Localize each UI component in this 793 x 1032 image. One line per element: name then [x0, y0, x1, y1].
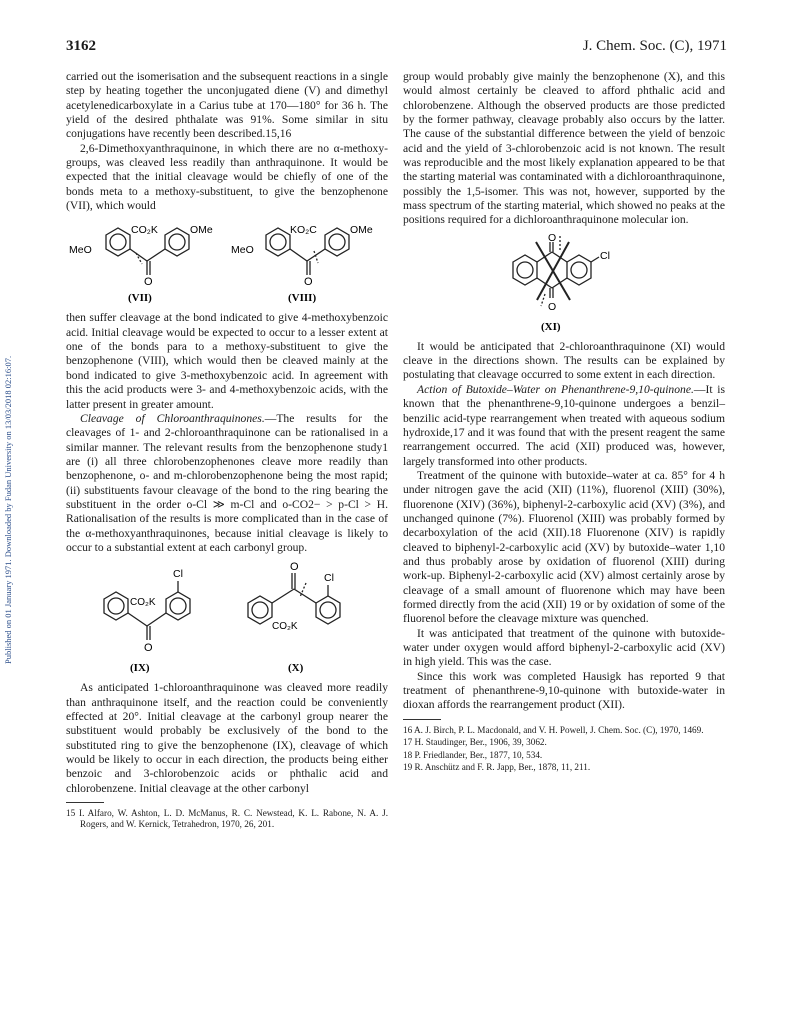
- svg-text:O: O: [144, 642, 153, 655]
- footnote-rule: [66, 802, 104, 803]
- label-viii: (VIII): [288, 292, 317, 305]
- paragraph: carried out the isomerisation and the subsequent reactions in a single step by heating together the unconjugated diene (V) and dimethyl acetylenedicarboxylate in a Carius tube at 170—180° for 36 h. The yield of the desired phthalate was 91%. Some similar in situ conjugations have recently been described.15,16: [66, 70, 388, 141]
- svg-text:CO₂K: CO₂K: [130, 597, 156, 609]
- svg-text:KO₂C: KO₂C: [290, 224, 317, 237]
- label-ix: (IX): [130, 662, 150, 675]
- label-vii: (VII): [128, 292, 152, 305]
- svg-text:O: O: [548, 231, 557, 244]
- reference: 16 A. J. Birch, P. L. Macdonald, and V. H. Powell, J. Chem. Soc. (C), 1970, 1469.: [403, 724, 704, 735]
- footnote-rule: [403, 719, 441, 720]
- references-left: [66, 808, 388, 831]
- structure-xi: [403, 232, 725, 336]
- paragraph: 2,6-Dimethoxyanthraquinone, in which there are no α-methoxy-groups, was cleaved less readily than anthraquinone. It would be expected that the initial cleavage would be chiefly of one of the bonds meta to a methoxy-substituent, to give the benzophenone (VII), which would: [66, 141, 388, 213]
- svg-text:MeO: MeO: [231, 244, 254, 257]
- paragraph: Action of Butoxide–Water on Phenanthrene-9,10-quinone.—It is known that the phenanthrene-9,10-quinone undergoes a benzil–benzilic acid-type rearrangement when treated with aqueous sodium hydroxide,17 and it was found that with the present reagent the same rearrangement occurred. The acid (XII) produced was, however, largely transformed into other products.: [403, 382, 725, 468]
- paragraph: Cleavage of Chloroanthraquinones.—The results for the cleavages of 1- and 2-chloroanthraquinone can be rationalised in a similar manner. The relevant results from the benzophenone study1 are (i) all three chlorobenzophenones cleave more readily than benzophenone, o- and m-chlorobenzophenone being the most rapid; (ii) substituents favour cleavage of the bond to the ring bearing the substituent in the order o-Cl ≫ m-Cl and o-CO2− > p-Cl > H. Rationalisation of the results is more complicated than in the case of the α-methoxyanthraquinones, because initial cleavage is likely to occur to a substantial extent at each carbonyl group.: [66, 411, 388, 554]
- paragraph: It was anticipated that treatment of the quinone with butoxide-water under oxygen would afford biphenyl-2-carboxylic acid (XV) in high yield. This was the case.: [403, 626, 725, 669]
- paragraph: group would probably give mainly the benzophenone (X), and this would almost certainly be cleaved to afford phthalic acid and chlorobenzene. Although the observed products are those predicted by the former pathway, cleavage probably also occurs by the latter. The cause of the substantial difference between the yield of benzoic acid and the yield of 3-chlorobenzoic acid is not known. The result was reproducible and the most likely explanation appeared to be that the starting material was contaminated with a dichloroanthraquinone, possibly the 1,5-isomer. This was not, however, supported by the mass spectrum of the starting material, which showed no peaks at the positions required for a dichloroanthraquinone molecular ion.: [403, 70, 725, 227]
- label-xi: (XI): [541, 320, 561, 333]
- svg-text:CO₂K: CO₂K: [131, 224, 158, 237]
- paragraph: As anticipated 1-chloroanthraquinone was cleaved more readily than anthraquinone itself, and the reaction could be conveniently effected at 20°. Initial cleavage at the carbonyl group nearer the substituent would probably be exclusively of the bond to the substituted ring to give the benzophenone (IX), cleavage of which would be likely to occur in each direction, the products being either benzoic and 3-chlorobenzoic acids or phthalic acid and chlorobenzene. Initial cleavage at the other carbonyl: [66, 681, 388, 795]
- svg-text:Cl: Cl: [173, 568, 183, 581]
- journal-header: J. Chem. Soc. (C), 1971: [582, 38, 727, 54]
- svg-text:O: O: [304, 276, 313, 289]
- svg-text:OMe: OMe: [350, 224, 373, 237]
- structure-ix: [104, 581, 190, 640]
- reference: 17 H. Staudinger, Ber., 1906, 39, 3062.: [403, 737, 547, 748]
- left-column: [66, 70, 388, 832]
- publication-sidebar-note: Published on 01 January 1971. Downloaded by Fudan University on 13/03/2018 02:16:07.: [3, 355, 13, 665]
- page-number: 3162: [66, 38, 96, 54]
- references-right: [403, 725, 725, 774]
- paragraph: Since this work was completed Hausigk has reported 9 that treatment of phenanthrene-9,10-quinone with butoxide-water in dioxan affords the rearrangement product (XII).: [403, 669, 725, 712]
- reference: 18 P. Friedlander, Ber., 1877, 10, 534.: [403, 749, 543, 760]
- svg-text:CO₂K: CO₂K: [272, 621, 298, 633]
- reference: 19 R. Anschütz and F. R. Japp, Ber., 1878, 11, 211.: [403, 761, 591, 772]
- label-x: (X): [288, 662, 304, 675]
- section-heading: Action of Butoxide–Water on Phenanthrene-9,10-quinone.: [417, 382, 694, 396]
- svg-text:O: O: [144, 276, 153, 289]
- svg-text:Cl: Cl: [600, 249, 610, 262]
- section-heading: Cleavage of Chloroanthraquinones.: [80, 411, 265, 425]
- svg-text:OMe: OMe: [190, 224, 213, 237]
- svg-text:Cl: Cl: [324, 572, 334, 585]
- svg-text:O: O: [290, 561, 299, 574]
- right-column: [403, 70, 725, 774]
- paragraph: Treatment of the quinone with butoxide–water at ca. 85° for 4 h under nitrogen gave the acid (XII) (11%), fluorenol (XIII) (30%), fluorenone (XIV) (36%), biphenyl-2-carboxylic acid (XV) (3%), and unchanged quinone (7%). Fluorenol (XIII) was probably formed by decarboxylation of the acid (XII).18 Fluorenone (XIV) is rapidly cleaved to biphenyl-2-carboxylic acid (XV) by butoxide–water 1,10 and thus probably arose by oxidation of fluorenol (XIII) during work-up. Biphenyl-2-carboxylic acid (XV) almost certainly arose by cleavage of a small amount of fluorenone which may have been formed directly from the acid (XII) 19 or by oxidation of some of the fluorenol before the cleavage mixture was quenched.: [403, 468, 725, 626]
- paragraph: It would be anticipated that 2-chloroanthraquinone (XI) would cleave in the directions shown. The results can be explained by postulating that cleavage occurred to some extent in each direction.: [403, 339, 725, 382]
- structures-vii-viii: [66, 217, 388, 307]
- svg-text:O: O: [548, 300, 557, 313]
- meo-label: MeO: [69, 244, 92, 257]
- paragraph: then suffer cleavage at the bond indicated to give 4-methoxybenzoic acid. Initial cleavage would be expected to occur to a lesser extent at one of the bonds para to a methoxy-substituent to give the benzophenone (VIII), which would then be cleaved mainly at the bond indicated to give 3-methoxybenzoic acid. In agreement with this the acid products were 3- and 4-methoxybenzoic acids, with the latter present in greater amount.: [66, 311, 388, 411]
- reference: 15 I. Alfaro, W. Ashton, L. D. McManus, R. C. Newstead, K. L. Rabone, N. A. J. Rogers, and W. Kernick, Tetrahedron, 1970, 26, 201.: [66, 808, 388, 830]
- structures-ix-x: [66, 559, 388, 677]
